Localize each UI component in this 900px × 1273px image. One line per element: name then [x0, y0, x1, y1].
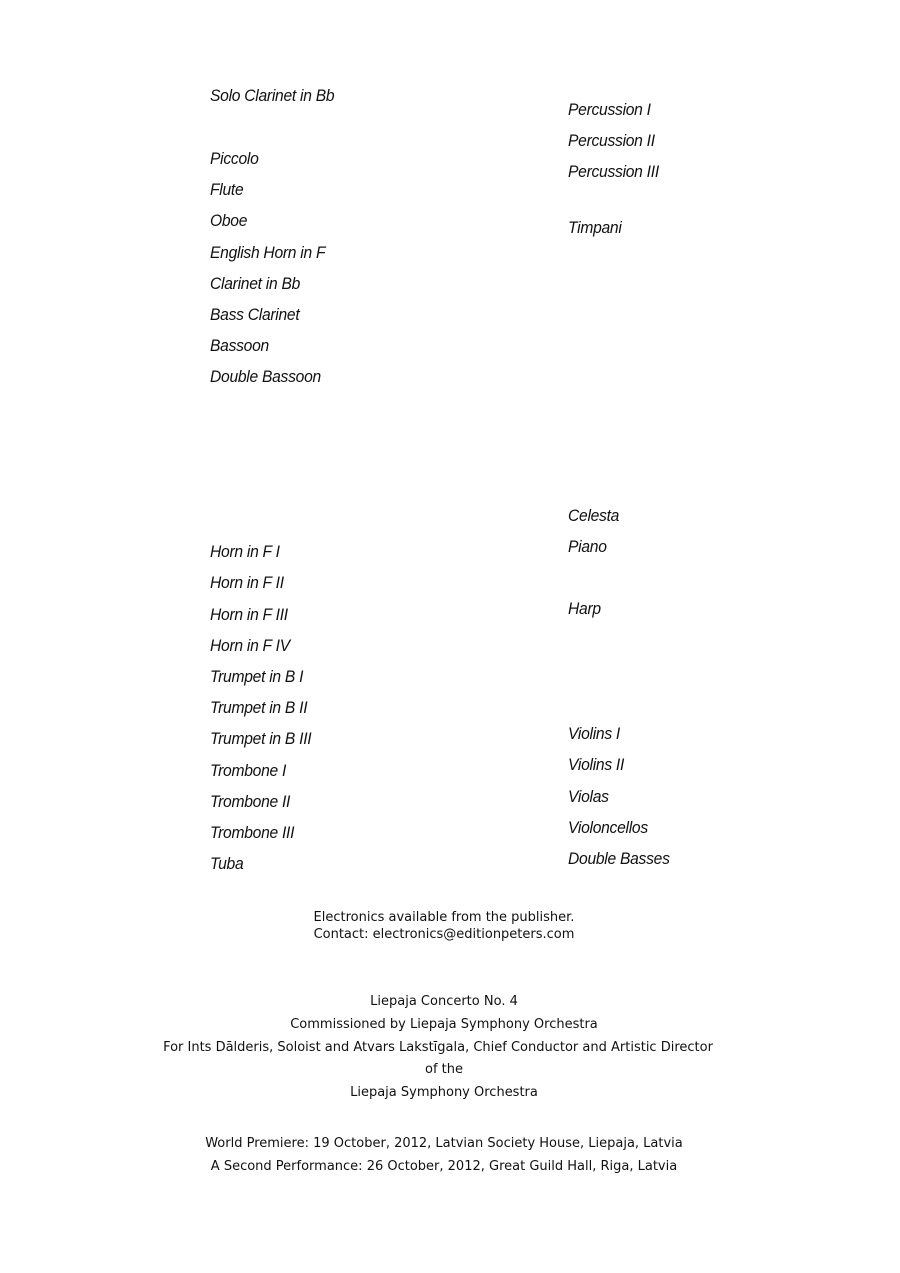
instrument-trumpet-2: Trumpet in B II	[210, 698, 308, 717]
commission-line: Commissioned by Liepaja Symphony Orchestra	[290, 1017, 598, 1032]
instrument-double-bassoon: Double Bassoon	[210, 367, 321, 386]
instrument-trombone-1: Trombone I	[210, 761, 287, 780]
instrument-clarinet: Clarinet in Bb	[210, 274, 301, 293]
instrument-percussion-1: Percussion I	[568, 100, 651, 119]
instrument-tuba: Tuba	[210, 854, 244, 873]
instrument-percussion-2: Percussion II	[568, 131, 655, 150]
instrument-english-horn: English Horn in F	[210, 243, 326, 262]
electronics-contact: Contact: electronics@editionpeters.com	[313, 927, 575, 942]
instrument-horn-2: Horn in F II	[210, 573, 284, 592]
instrument-bassoon: Bassoon	[210, 336, 269, 355]
instrument-flute: Flute	[210, 180, 244, 199]
instrument-horn-4: Horn in F IV	[210, 636, 290, 655]
instrument-violins-1: Violins I	[568, 724, 621, 743]
work-title: Liepaja Concerto No. 4	[370, 994, 518, 1009]
instrument-celesta: Celesta	[568, 506, 620, 525]
dedication-of-the: of the	[425, 1062, 463, 1077]
instrument-double-basses: Double Basses	[568, 849, 670, 868]
dedication-line: For Ints Dālderis, Soloist and Atvars Lakstīgala, Chief Conductor and Artistic Director	[163, 1040, 713, 1055]
instrument-oboe: Oboe	[210, 211, 248, 230]
instrument-trumpet-1: Trumpet in B I	[210, 667, 304, 686]
instrument-harp: Harp	[568, 599, 601, 618]
instrument-trumpet-3: Trumpet in B III	[210, 729, 312, 748]
instrument-piccolo: Piccolo	[210, 149, 259, 168]
instrument-trombone-3: Trombone III	[210, 823, 295, 842]
electronics-note: Electronics available from the publisher.	[313, 910, 575, 925]
instrument-solo-clarinet: Solo Clarinet in Bb	[210, 86, 335, 105]
instrument-horn-1: Horn in F I	[210, 542, 280, 561]
instrument-percussion-3: Percussion III	[568, 162, 659, 181]
instrument-trombone-2: Trombone II	[210, 792, 291, 811]
instrument-violoncellos: Violoncellos	[568, 818, 648, 837]
instrument-violas: Violas	[568, 787, 609, 806]
instrument-horn-3: Horn in F III	[210, 605, 288, 624]
second-performance: A Second Performance: 26 October, 2012, Great Guild Hall, Riga, Latvia	[210, 1159, 678, 1174]
world-premiere: World Premiere: 19 October, 2012, Latvian Society House, Liepaja, Latvia	[205, 1136, 683, 1151]
instrument-timpani: Timpani	[568, 218, 622, 237]
dedication-orchestra: Liepaja Symphony Orchestra	[350, 1085, 538, 1100]
instrument-bass-clarinet: Bass Clarinet	[210, 305, 300, 324]
instrument-violins-2: Violins II	[568, 755, 625, 774]
instrument-piano: Piano	[568, 537, 607, 556]
